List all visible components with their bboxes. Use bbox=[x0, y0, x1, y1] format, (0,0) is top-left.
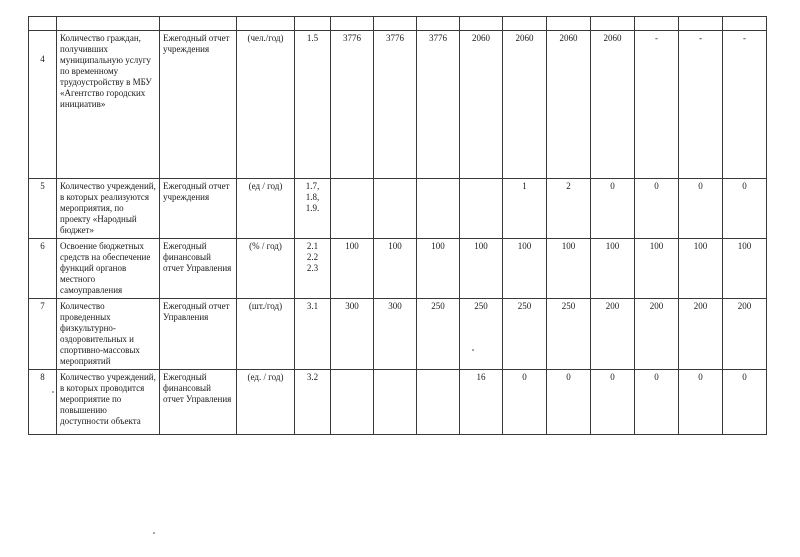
indicators-table bbox=[28, 16, 767, 435]
year-value-cell: 200 bbox=[591, 299, 635, 370]
activity-reference: 1.5 bbox=[295, 31, 331, 179]
year-value-cell: 250 bbox=[417, 299, 460, 370]
indicator-name: Освоение бюджетных средств на обеспечение функций органов местного самоуправления bbox=[57, 239, 160, 299]
scan-speck bbox=[153, 532, 155, 534]
data-source: Ежегодный финансовый отчет Управления bbox=[160, 239, 237, 299]
year-value-cell: 0 bbox=[723, 179, 767, 239]
row-number: 6 bbox=[29, 239, 57, 299]
year-value-cell: 0 bbox=[679, 370, 723, 435]
year-value-cell: 2060 bbox=[591, 31, 635, 179]
year-value-cell: 250 bbox=[460, 299, 503, 370]
row-number: 8 bbox=[29, 370, 57, 435]
year-value-cell: - bbox=[723, 31, 767, 179]
year-value-cell: 300 bbox=[374, 299, 417, 370]
year-value-cell: - bbox=[635, 31, 679, 179]
table-row bbox=[29, 370, 767, 435]
year-value-cell: 250 bbox=[547, 299, 591, 370]
year-value-cell: 0 bbox=[635, 370, 679, 435]
year-value-cell: 100 bbox=[374, 239, 417, 299]
year-value-cell: 3776 bbox=[374, 31, 417, 179]
scan-speck bbox=[472, 349, 474, 351]
table-row bbox=[29, 179, 767, 239]
year-value-cell: 100 bbox=[547, 239, 591, 299]
indicator-name: Количество граждан, получивших муниципальную услугу по временному трудоустройству в МБУ «Агентство городских инициатив» bbox=[57, 31, 160, 179]
year-value-cell: 2060 bbox=[547, 31, 591, 179]
year-value-cell: 100 bbox=[679, 239, 723, 299]
year-value-cell bbox=[417, 370, 460, 435]
year-value-cell: 0 bbox=[723, 370, 767, 435]
activity-reference: 1.7, 1.8, 1.9. bbox=[295, 179, 331, 239]
year-value-cell: 0 bbox=[591, 179, 635, 239]
indicator-name: Количество учреждений, в которых реализуются мероприятия, по проекту «Народный бюджет» bbox=[57, 179, 160, 239]
unit-of-measure: (ед / год) bbox=[237, 179, 295, 239]
year-value-cell: 3776 bbox=[417, 31, 460, 179]
data-source: Ежегодный финансовый отчет Управления bbox=[160, 370, 237, 435]
year-value-cell bbox=[331, 370, 374, 435]
year-value-cell: 0 bbox=[679, 179, 723, 239]
year-value-cell: - bbox=[679, 31, 723, 179]
activity-reference: 2.1 2.2 2.3 bbox=[295, 239, 331, 299]
year-value-cell: 200 bbox=[635, 299, 679, 370]
year-value-cell: 16 bbox=[460, 370, 503, 435]
table-row bbox=[29, 299, 767, 370]
year-value-cell: 100 bbox=[417, 239, 460, 299]
year-value-cell: 2 bbox=[547, 179, 591, 239]
data-source: Ежегодный отчет Управления bbox=[160, 299, 237, 370]
row-number: 5 bbox=[29, 179, 57, 239]
activity-reference: 3.1 bbox=[295, 299, 331, 370]
scan-speck bbox=[52, 391, 54, 393]
year-value-cell: 100 bbox=[331, 239, 374, 299]
year-value-cell: 0 bbox=[547, 370, 591, 435]
table-row bbox=[29, 31, 767, 179]
indicator-name: Количество проведенных физкультурно-оздоровительных и спортивно-массовых мероприятий bbox=[57, 299, 160, 370]
row-number: 4 bbox=[29, 31, 57, 179]
year-value-cell: 3776 bbox=[331, 31, 374, 179]
year-value-cell: 0 bbox=[503, 370, 547, 435]
indicator-name: Количество учреждений, в которых проводится мероприятие по повышению доступности объекта bbox=[57, 370, 160, 435]
unit-of-measure: (ед. / год) bbox=[237, 370, 295, 435]
year-value-cell: 1 bbox=[503, 179, 547, 239]
year-value-cell: 100 bbox=[723, 239, 767, 299]
activity-reference: 3.2 bbox=[295, 370, 331, 435]
table-row-fragment bbox=[29, 17, 767, 31]
year-value-cell: 100 bbox=[591, 239, 635, 299]
year-value-cell: 250 bbox=[503, 299, 547, 370]
year-value-cell: 200 bbox=[679, 299, 723, 370]
year-value-cell: 100 bbox=[503, 239, 547, 299]
row-number: 7 bbox=[29, 299, 57, 370]
year-value-cell: 200 bbox=[723, 299, 767, 370]
year-value-cell: 0 bbox=[635, 179, 679, 239]
data-source: Ежегодный отчет учреждения bbox=[160, 31, 237, 179]
unit-of-measure: (чел./год) bbox=[237, 31, 295, 179]
year-value-cell bbox=[374, 370, 417, 435]
data-source: Ежегодный отчет учреждения bbox=[160, 179, 237, 239]
table-row bbox=[29, 239, 767, 299]
year-value-cell: 0 bbox=[591, 370, 635, 435]
year-value-cell bbox=[417, 179, 460, 239]
year-value-cell bbox=[460, 179, 503, 239]
year-value-cell: 100 bbox=[460, 239, 503, 299]
year-value-cell bbox=[331, 179, 374, 239]
year-value-cell: 100 bbox=[635, 239, 679, 299]
year-value-cell: 2060 bbox=[460, 31, 503, 179]
unit-of-measure: (шт./год) bbox=[237, 299, 295, 370]
year-value-cell bbox=[374, 179, 417, 239]
year-value-cell: 2060 bbox=[503, 31, 547, 179]
year-value-cell: 300 bbox=[331, 299, 374, 370]
unit-of-measure: (% / год) bbox=[237, 239, 295, 299]
